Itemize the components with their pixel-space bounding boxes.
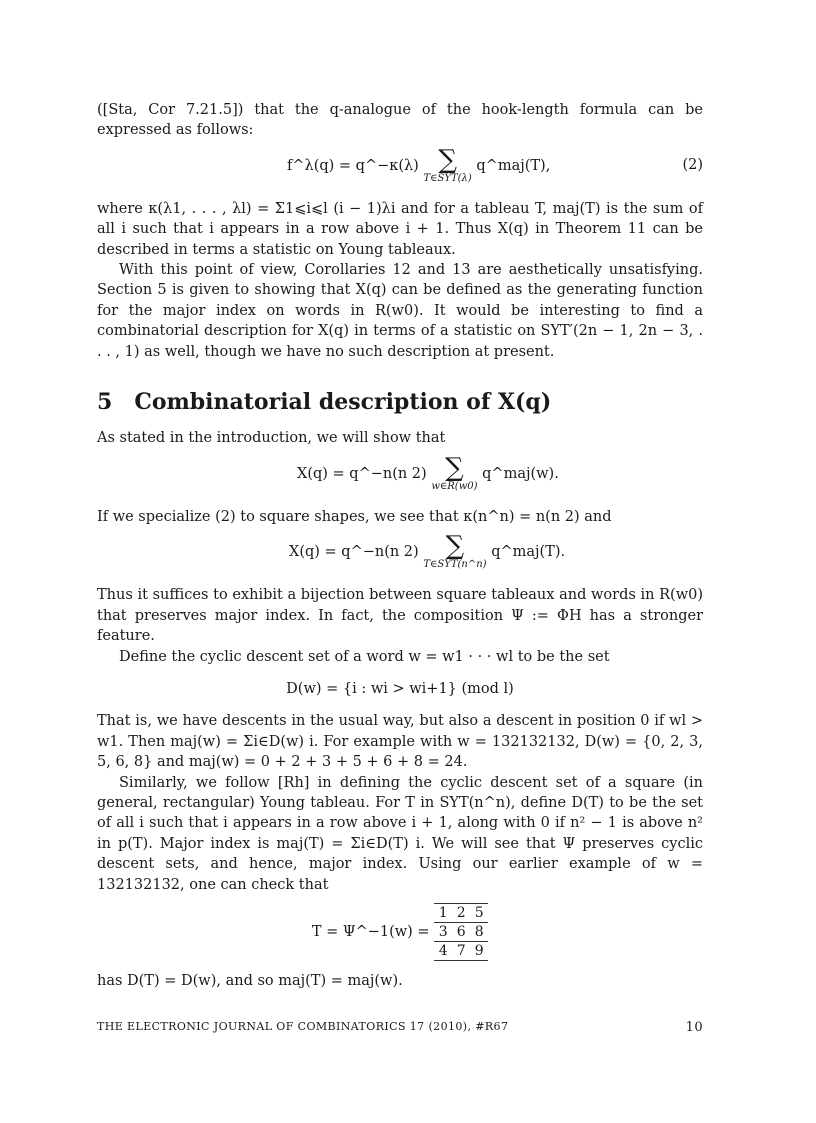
eq3-lhs: X(q) = q^−n(n 2) (297, 465, 427, 482)
journal-citation: THE ELECTRONIC JOURNAL OF COMBINATORICS 17 (2010), #R67 (97, 1020, 509, 1033)
eq3-sum: ∑ w∈R(w0) (431, 452, 478, 492)
section-title: Combinatorial description of X(q) (134, 389, 552, 416)
eq2-lhs: f^λ(q) = q^−κ(λ) (287, 157, 419, 174)
eq4-term: q^maj(T). (491, 544, 566, 561)
paragraph-3: With this point of view, Corollaries 12 and 13 are aesthetically unsatisfying. Section 5 is given to showing that X(q) can be defined as the generating function for the major index on words in R(w0). It would be interesting to find a combinatorial description for X(q) in terms of a statistic on SYT′(2n − 1, 2n − 3, . . . , 1) as well, though we have no such description at present. (97, 262, 703, 360)
paragraph-7: Define the cyclic descent set of a word w = w1 · · · wl to be the set (119, 648, 610, 665)
paragraph-10: has D(T) = D(w), and so maj(T) = maj(w). (97, 972, 403, 989)
page-number: 10 (685, 1020, 703, 1035)
page-body (97, 100, 703, 991)
paragraph-5: If we specialize (2) to square shapes, we see that κ(n^n) = n(n 2) and (97, 508, 612, 525)
young-tableau (434, 903, 488, 961)
eq4-lhs: X(q) = q^−n(n 2) (289, 544, 419, 561)
eq2-number: (2) (682, 156, 703, 173)
paragraph-1: ([Sta, Cor 7.21.5]) that the q-analogue of the hook-length formula can be expressed as follows: (97, 102, 703, 139)
tableau-row: 3 6 8 (434, 922, 488, 941)
paragraph-2: where κ(λ1, . . . , λl) = Σ1⩽i⩽l (i − 1)λi and for a tableau T, maj(T) is the sum of all i such that i appears in a row above i + 1. Thus X(q) in Theorem 11 can be described in terms a statistic on Young tableaux. (97, 200, 703, 258)
eq4-sum: ∑ T∈SYT(n^n) (423, 531, 487, 571)
section-number: 5 (97, 389, 113, 416)
equation-6 (97, 903, 703, 961)
eq6-lhs: T = Ψ^−1(w) = (311, 923, 430, 940)
page-footer (97, 1020, 703, 1033)
paragraph-6: Thus it suffices to exhibit a bijection between square tableaux and words in R(w0) that preserves major index. In fact, the composition Ψ := ΦH has a stronger feature. (97, 587, 703, 645)
paragraph-9: Similarly, we follow [Rh] in defining the cyclic descent set of a square (in general, rectangular) Young tableau. For T in SYT(n^n), define D(T) to be the set of all i such that i appears in a row above i + 1, along with 0 if n² − 1 is above n² in p(T). Major index is maj(T) = Σi∈D(T) i. We will see that Ψ preserves cyclic descent sets, and hence, major index. Using our earlier example of w = 132132132, one can check that (97, 774, 703, 893)
eq2-sum: ∑ T∈SYT(λ) (423, 144, 472, 184)
section-heading (97, 389, 703, 416)
equation-3 (97, 449, 703, 507)
equation-2 (97, 141, 703, 199)
paragraph-4: As stated in the introduction, we will show that (97, 430, 446, 447)
eq2-term: q^maj(T), (476, 157, 551, 174)
tableau-row: 4 7 9 (434, 941, 488, 960)
eq3-term: q^maj(w). (482, 465, 559, 482)
equation-4 (97, 527, 703, 585)
paragraph-8: That is, we have descents in the usual way, but also a descent in position 0 if wl > w1. Then maj(w) = Σi∈D(w) i. For example with w = 132132132, D(w) = {0, 2, 3, 5, 6, 8} and maj(w) = 0 + 2 + 3 + 5 + 6 + 8 = 24. (97, 713, 703, 771)
equation-5: D(w) = {i : wi > wi+1} (mod l) (286, 680, 514, 697)
tableau-row: 1 2 5 (434, 903, 488, 922)
